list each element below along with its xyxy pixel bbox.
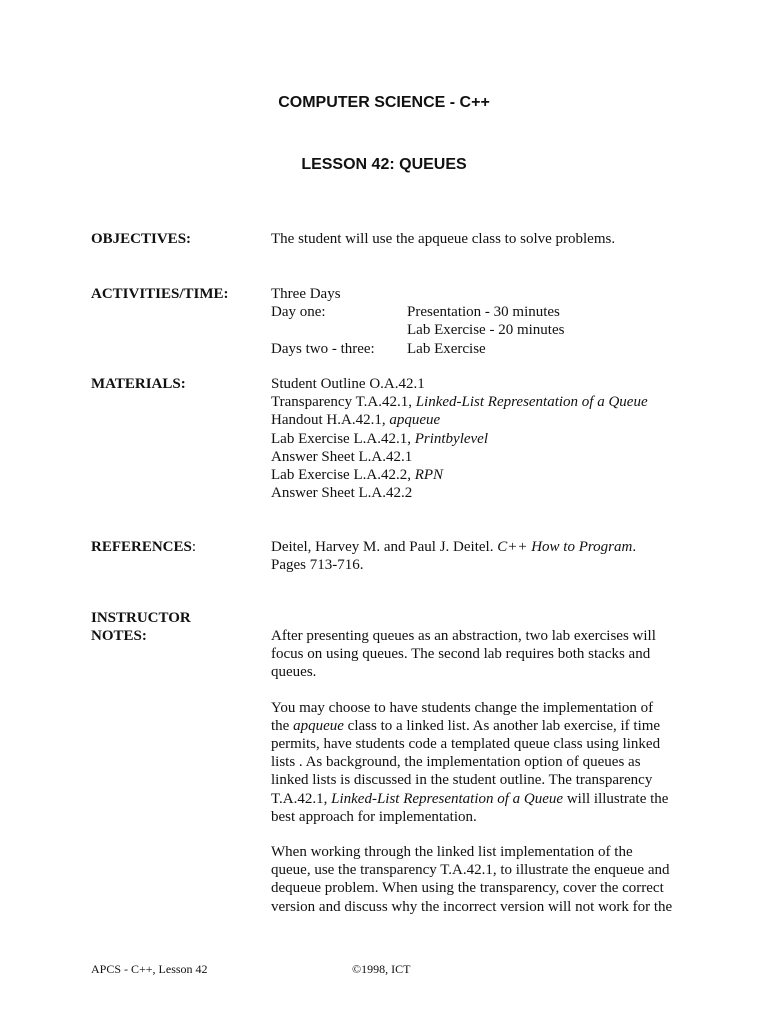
activity-description: Lab Exercise [407,340,486,357]
materials-list [271,375,686,502]
activities-content [271,285,686,358]
material-item: Answer Sheet L.A.42.1 [271,448,413,465]
activity-description: Presentation - 30 minutes [407,304,560,321]
notes-paragraph: When working through the linked list implementation of the queue, use the transparency T.A.42.1, to illustrate the enqueue and dequeue problem. When using the transparency, cover the correct version and discuss why the incorrect version will not work for the [271,844,673,915]
objectives-line: The student will use the apqueue class to solve problems. [271,231,616,247]
material-item: Transparency T.A.42.1, Linked-List Representation of a Queue [271,394,648,411]
notes-paragraph: After presenting queues as an abstraction, two lab exercises will focus on using queues. The second lab requires both stacks and queues. [271,628,656,681]
activity-description: Lab Exercise - 20 minutes [407,322,565,339]
objectives-text [271,230,686,248]
instructor-notes-content [271,627,686,933]
references-label: REFERENCES: [91,539,197,555]
activity-day: Day one: [271,304,326,321]
material-item: Handout H.A.42.1, apqueue [271,412,441,429]
material-item: Lab Exercise L.A.42.1, Printbylevel [271,430,489,447]
footer-copyright: ©1998, ICT [352,962,411,976]
footer-lesson: APCS - C++, Lesson 42 [91,962,208,976]
objectives-label: OBJECTIVES: [91,231,192,247]
reference-citation: Deitel, Harvey M. and Paul J. Deitel. C++ How to Program. [271,539,637,555]
material-item: Student Outline O.A.42.1 [271,376,425,392]
references-content [271,538,686,574]
material-item: Answer Sheet L.A.42.2 [271,485,413,502]
activity-row [271,340,686,358]
activities-label: ACTIVITIES/TIME: [91,286,229,302]
material-item: Lab Exercise L.A.42.2, RPN [271,467,444,484]
reference-pages: Pages 713-716. [271,557,364,574]
activity-day: Days two - three: [271,340,375,357]
activity-row [271,321,686,339]
activity-row [271,303,686,321]
materials-label: MATERIALS: [91,376,186,392]
course-title: COMPUTER SCIENCE - C++ [278,94,490,111]
notes-paragraph: You may choose to have students change the implementation of the apqueue class to a linked list. As another lab exercise, if time permits, have students code a templated queue class using linked lists . As background, the implementation option of queues as linked lists is discussed in the student outline. The transparency T.A.42.1, Linked-List Representation of a Queue will illustrate the best approach for implementation. [271,699,669,825]
instructor-notes-label: INSTRUCTOR NOTES: [91,610,191,644]
lesson-title: LESSON 42: QUEUES [301,156,467,173]
activities-duration: Three Days [271,286,341,302]
